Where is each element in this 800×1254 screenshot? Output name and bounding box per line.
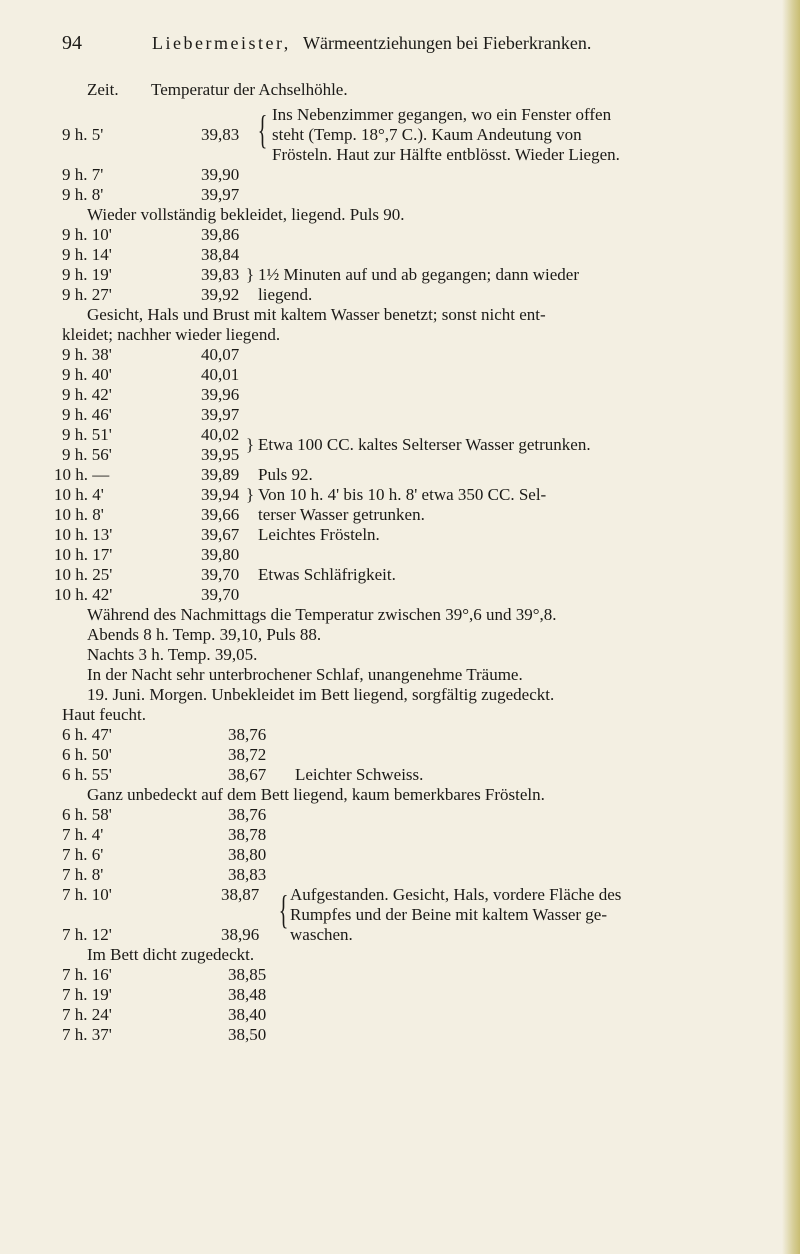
bracket-mark: } bbox=[246, 435, 255, 454]
temp-cell: 39,80 bbox=[201, 545, 240, 564]
note-line: Puls 92. bbox=[258, 465, 313, 484]
temp-cell: 39,83 bbox=[201, 265, 240, 284]
text-line: Während des Nachmittags die Temperatur zwischen 39°,6 und 39°,8. bbox=[87, 605, 557, 624]
curly-brace: { bbox=[278, 887, 289, 932]
time-cell: 6 h. 58' bbox=[62, 805, 112, 824]
time-cell: 10 h. — bbox=[54, 465, 110, 484]
text-line: Gesicht, Hals und Brust mit kaltem Wasser benetzt; sonst nicht ent- bbox=[87, 305, 546, 324]
time-cell: 7 h. 24' bbox=[62, 1005, 112, 1024]
time-cell: 7 h. 19' bbox=[62, 985, 112, 1004]
time-cell: 9 h. 42' bbox=[62, 385, 112, 404]
note-line: terser Wasser getrunken. bbox=[258, 505, 425, 524]
temp-cell: 40,02 bbox=[201, 425, 240, 444]
note-line: 1½ Minuten auf und ab gegangen; dann wieder bbox=[258, 265, 580, 284]
note-line: Aufgestanden. Gesicht, Hals, vordere Fläche des bbox=[290, 885, 622, 904]
time-cell: 6 h. 47' bbox=[62, 725, 112, 744]
text-line: Im Bett dicht zugedeckt. bbox=[87, 945, 255, 964]
temp-cell: 39,66 bbox=[201, 505, 240, 524]
time-cell: 9 h. 8' bbox=[62, 185, 104, 204]
bracket-mark: } bbox=[246, 485, 255, 504]
time-cell: 7 h. 8' bbox=[62, 865, 104, 884]
temp-cell: 38,72 bbox=[228, 745, 267, 764]
temp-cell: 39,67 bbox=[201, 525, 240, 544]
note-line: Rumpfes und der Beine mit kaltem Wasser ge- bbox=[290, 905, 607, 924]
bracket-mark: } bbox=[246, 265, 255, 284]
time-cell: 7 h. 6' bbox=[62, 845, 104, 864]
text-line: Haut feucht. bbox=[62, 705, 147, 724]
note-line: Leichter Schweiss. bbox=[295, 765, 424, 784]
temp-cell: 39,92 bbox=[201, 285, 240, 304]
note-line: Leichtes Frösteln. bbox=[258, 525, 380, 544]
time-cell: 10 h. 25' bbox=[54, 565, 113, 584]
time-cell: 9 h. 56' bbox=[62, 445, 112, 464]
temp-cell: 40,01 bbox=[201, 365, 240, 384]
text-line: Nachts 3 h. Temp. 39,05. bbox=[87, 645, 258, 664]
time-cell: 7 h. 16' bbox=[62, 965, 112, 984]
time-cell: 9 h. 7' bbox=[62, 165, 104, 184]
text-line: In der Nacht sehr unterbrochener Schlaf, unangenehme Träume. bbox=[87, 665, 523, 684]
temp-cell: 39,89 bbox=[201, 465, 240, 484]
time-cell: 10 h. 8' bbox=[54, 505, 104, 524]
text-line: Wieder vollständig bekleidet, liegend. Puls 90. bbox=[87, 205, 405, 224]
temp-cell: 38,67 bbox=[228, 765, 267, 784]
time-cell: 10 h. 4' bbox=[54, 485, 104, 504]
text-line: Ganz unbedeckt auf dem Bett liegend, kaum bemerkbares Frösteln. bbox=[87, 785, 545, 804]
temp-cell: 39,96 bbox=[201, 385, 240, 404]
temp-cell: 39,97 bbox=[201, 185, 240, 204]
note-line: Etwa 100 CC. kaltes Selterser Wasser getrunken. bbox=[258, 435, 591, 454]
note-line: steht (Temp. 18°,7 C.). Kaum Andeutung von bbox=[272, 125, 582, 144]
temp-cell: 38,84 bbox=[201, 245, 240, 264]
column-head-time: Zeit. bbox=[87, 80, 119, 99]
page-number: 94 bbox=[62, 32, 82, 54]
note-line: Frösteln. Haut zur Hälfte entblösst. Wieder Liegen. bbox=[272, 145, 620, 164]
note-line: waschen. bbox=[290, 925, 353, 944]
running-author: Liebermeister, bbox=[152, 33, 291, 53]
temp-cell: 39,90 bbox=[201, 165, 240, 184]
time-cell: 10 h. 13' bbox=[54, 525, 113, 544]
time-cell: 7 h. 10' bbox=[62, 885, 112, 904]
temp-cell: 39,70 bbox=[201, 585, 240, 604]
temp-cell: 38,85 bbox=[228, 965, 267, 984]
temp-cell: 38,96 bbox=[221, 925, 260, 944]
time-cell: 9 h. 27' bbox=[62, 285, 112, 304]
temp-cell: 38,80 bbox=[228, 845, 267, 864]
temp-cell: 38,48 bbox=[228, 985, 267, 1004]
temp-cell: 39,95 bbox=[201, 445, 240, 464]
time-cell: 9 h. 51' bbox=[62, 425, 112, 444]
temp-cell: 39,86 bbox=[201, 225, 240, 244]
temp-cell: 38,50 bbox=[228, 1025, 267, 1044]
running-title: Wärmeentziehungen bei Fieberkranken. bbox=[303, 33, 592, 53]
time-cell: 7 h. 12' bbox=[62, 925, 112, 944]
time-cell: 6 h. 55' bbox=[62, 765, 112, 784]
time-cell: 9 h. 46' bbox=[62, 405, 112, 424]
text-line: kleidet; nachher wieder liegend. bbox=[62, 325, 281, 344]
page-edge bbox=[782, 0, 800, 1254]
time-cell: 9 h. 40' bbox=[62, 365, 112, 384]
text-line: 19. Juni. Morgen. Unbekleidet im Bett liegend, sorgfältig zugedeckt. bbox=[87, 685, 555, 704]
time-cell: 6 h. 50' bbox=[62, 745, 112, 764]
temp-cell: 38,76 bbox=[228, 805, 267, 824]
temp-cell: 38,87 bbox=[221, 885, 260, 904]
time-cell: 9 h. 10' bbox=[62, 225, 112, 244]
time-cell: 9 h. 5' bbox=[62, 125, 104, 144]
note-line: Von 10 h. 4' bis 10 h. 8' etwa 350 CC. Sel- bbox=[258, 485, 547, 504]
text-line: Abends 8 h. Temp. 39,10, Puls 88. bbox=[87, 625, 322, 644]
temp-cell: 38,83 bbox=[228, 865, 267, 884]
time-cell: 10 h. 17' bbox=[54, 545, 113, 564]
note-line: Ins Nebenzimmer gegangen, wo ein Fenster offen bbox=[272, 105, 612, 124]
curly-brace: { bbox=[257, 107, 268, 152]
time-cell: 10 h. 42' bbox=[54, 585, 113, 604]
time-cell: 7 h. 4' bbox=[62, 825, 104, 844]
time-cell: 9 h. 38' bbox=[62, 345, 112, 364]
time-cell: 9 h. 14' bbox=[62, 245, 112, 264]
note-line: Etwas Schläfrigkeit. bbox=[258, 565, 396, 584]
temp-cell: 40,07 bbox=[201, 345, 240, 364]
temp-cell: 39,94 bbox=[201, 485, 240, 504]
temp-cell: 39,97 bbox=[201, 405, 240, 424]
note-line: liegend. bbox=[258, 285, 313, 304]
temp-cell: 38,40 bbox=[228, 1005, 267, 1024]
temp-cell: 39,70 bbox=[201, 565, 240, 584]
temp-cell: 39,83 bbox=[201, 125, 240, 144]
time-cell: 7 h. 37' bbox=[62, 1025, 112, 1044]
column-head-temperature: Temperatur der Achselhöhle. bbox=[151, 80, 348, 99]
time-cell: 9 h. 19' bbox=[62, 265, 112, 284]
temp-cell: 38,78 bbox=[228, 825, 267, 844]
temp-cell: 38,76 bbox=[228, 725, 267, 744]
